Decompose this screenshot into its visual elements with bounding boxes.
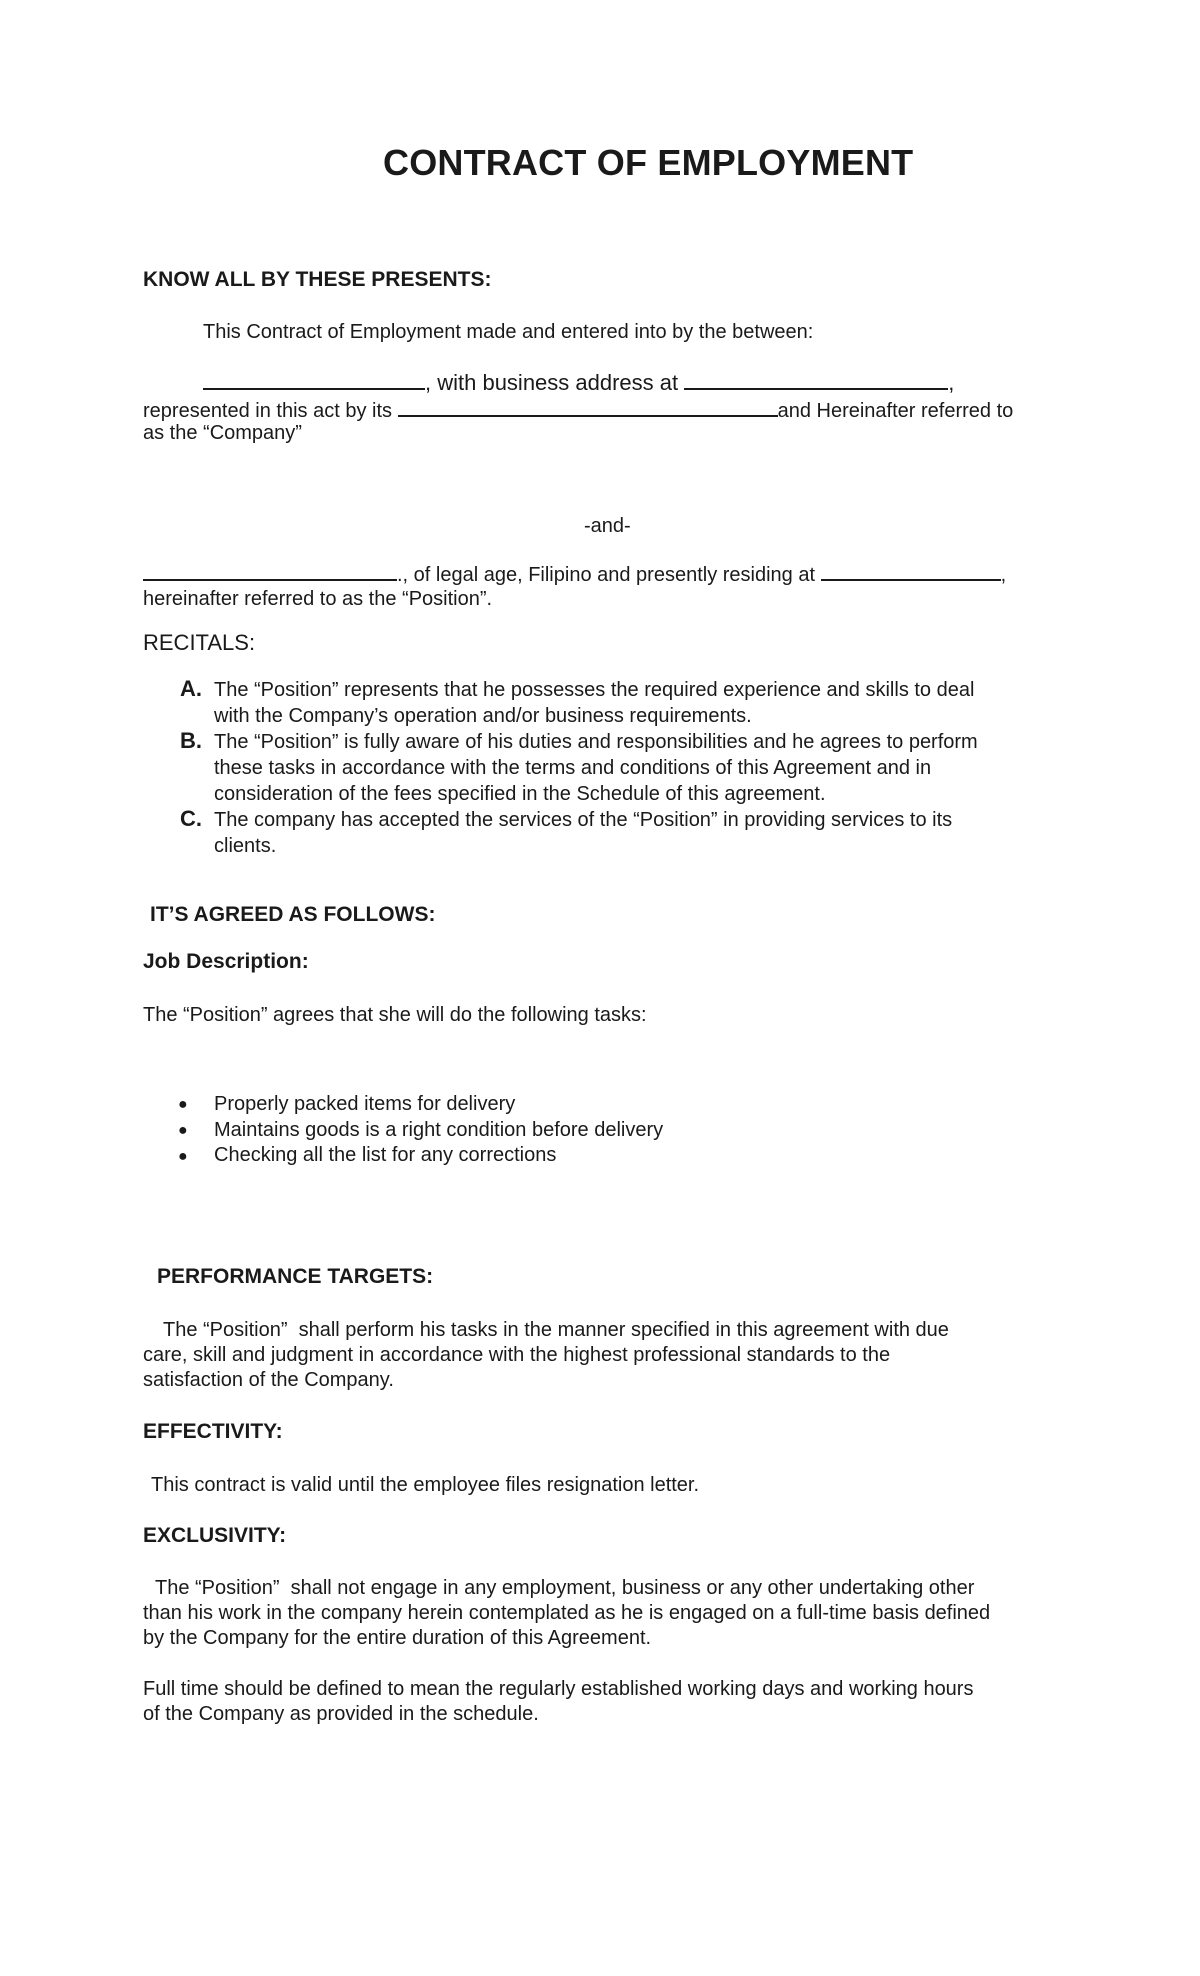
residence-blank — [821, 561, 1001, 581]
recital-line: The “Position” is fully aware of his duties and responsibilities and he agrees to perform — [214, 731, 978, 753]
exclusivity-line: by the Company for the entire duration of this Agreement. — [143, 1627, 652, 1649]
employee-name-blank — [143, 561, 397, 581]
and-separator: -and- — [584, 515, 631, 537]
intro-sentence: This Contract of Employment made and entered into by the between: — [203, 321, 814, 343]
as-company-text: as the “Company” — [143, 422, 302, 444]
company-name-blank — [203, 370, 425, 390]
legal-age-text: ., of legal age, Filipino and presently residing at — [397, 564, 816, 586]
job-description-intro: The “Position” agrees that she will do the following tasks: — [143, 1004, 647, 1026]
exclusivity-line: than his work in the company herein contemplated as he is engaged on a full-time basis defined — [143, 1602, 991, 1624]
company-line-comma: , — [948, 370, 955, 395]
full-time-line: Full time should be defined to mean the regularly established working days and working hours — [143, 1678, 974, 1700]
task-text: Maintains goods is a right condition before delivery — [214, 1119, 664, 1141]
task-text: Checking all the list for any corrections — [214, 1144, 557, 1166]
recital-line: clients. — [214, 835, 277, 857]
employee-line-comma: , — [1000, 564, 1007, 586]
full-time-line: of the Company as provided in the schedule. — [143, 1703, 539, 1725]
represented-text: represented in this act by its — [143, 400, 393, 422]
bullet-icon: ● — [178, 1096, 188, 1113]
performance-line: care, skill and judgment in accordance with the highest professional standards to the — [143, 1344, 891, 1366]
document-title: CONTRACT OF EMPLOYMENT — [383, 142, 914, 183]
job-description-heading: Job Description: — [143, 950, 309, 973]
employee-party-line-1 — [143, 561, 1006, 587]
recitals-heading: RECITALS: — [143, 630, 256, 655]
business-address-blank — [684, 370, 948, 390]
referred-as-position: hereinafter referred to as the “Position”. — [143, 588, 493, 610]
recital-line: with the Company’s operation and/or business requirements. — [214, 705, 752, 727]
bullet-icon: ● — [178, 1148, 188, 1165]
company-party-line-1 — [203, 370, 954, 396]
recital-line: these tasks in accordance with the terms and conditions of this Agreement and in — [214, 757, 932, 779]
agreed-heading: IT’S AGREED AS FOLLOWS: — [150, 903, 436, 926]
exclusivity-line: The “Position” shall not engage in any employment, business or any other undertaking other — [155, 1577, 975, 1599]
bullet-icon: ● — [178, 1122, 188, 1139]
effectivity-heading: EFFECTIVITY: — [143, 1420, 283, 1443]
performance-line: satisfaction of the Company. — [143, 1369, 394, 1391]
recital-line: The “Position” represents that he possesses the required experience and skills to deal — [214, 679, 975, 701]
recital-letter: C. — [180, 806, 202, 831]
recital-line: consideration of the fees specified in the Schedule of this agreement. — [214, 783, 826, 805]
hereinafter-text: and Hereinafter referred to — [777, 400, 1014, 422]
intro-heading: KNOW ALL BY THESE PRESENTS: — [143, 268, 492, 291]
performance-line: The “Position” shall perform his tasks in the manner specified in this agreement with due — [163, 1319, 949, 1341]
performance-heading: PERFORMANCE TARGETS: — [157, 1265, 434, 1288]
company-party-line-2 — [143, 397, 1013, 423]
recital-line: The company has accepted the services of the “Position” in providing services to its — [214, 809, 953, 831]
recital-letter: B. — [180, 728, 202, 753]
effectivity-text: This contract is valid until the employee files resignation letter. — [151, 1474, 700, 1496]
task-text: Properly packed items for delivery — [214, 1093, 516, 1115]
business-address-text: , with business address at — [425, 370, 679, 395]
recital-letter: A. — [180, 676, 202, 701]
representative-blank — [398, 397, 778, 417]
exclusivity-heading: EXCLUSIVITY: — [143, 1524, 287, 1547]
